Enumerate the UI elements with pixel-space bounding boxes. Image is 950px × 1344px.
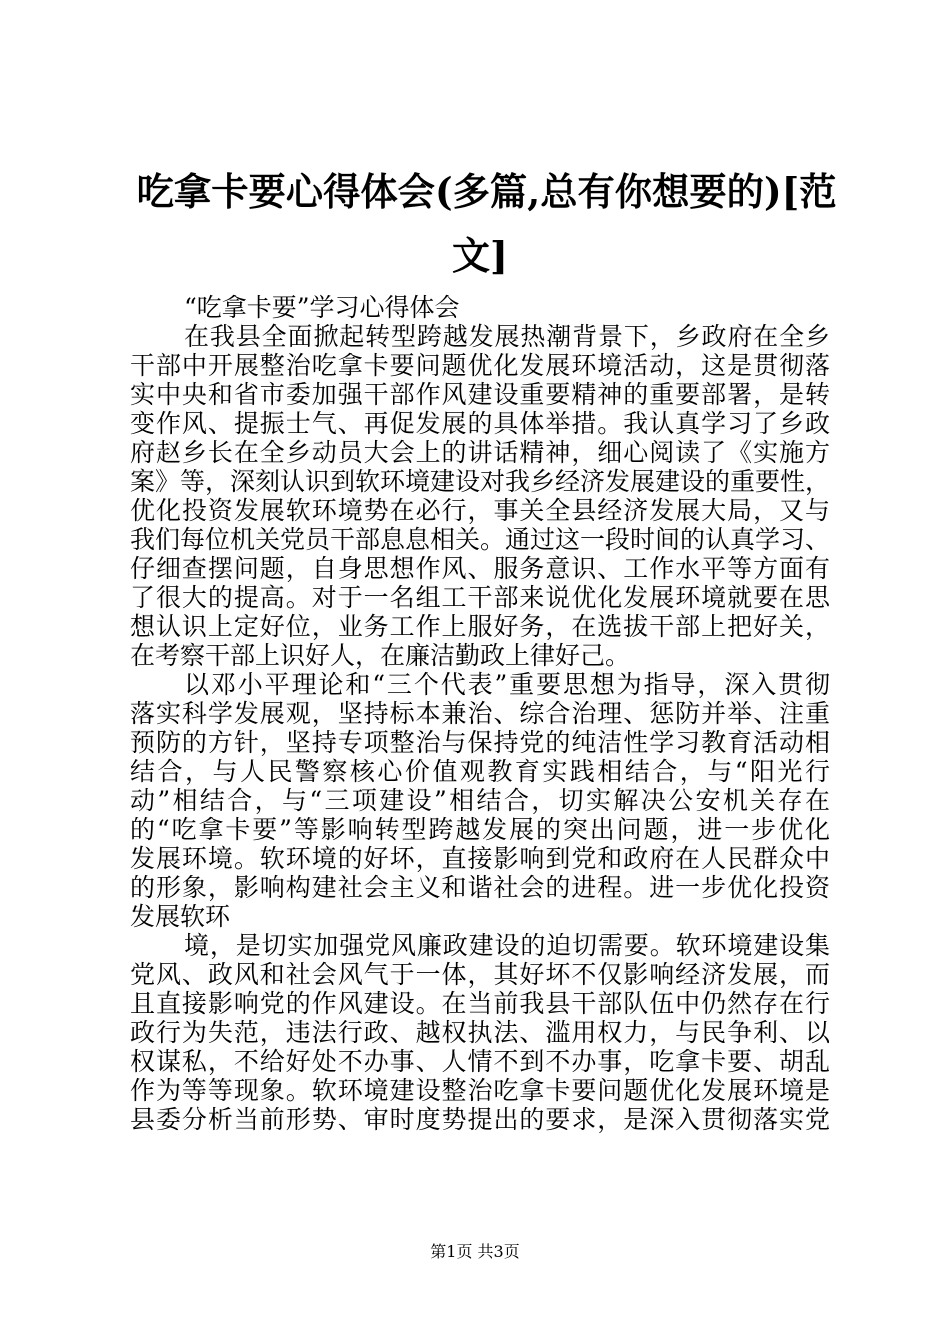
text-line: 动”相结合，与“三项建设”相结合，切实解决公安机关存在 xyxy=(130,786,833,815)
text-line: 的“吃拿卡要”等影响转型跨越发展的突出问题，进一步优化 xyxy=(130,815,832,844)
text-line: “吃拿卡要”学习心得体会 xyxy=(184,293,460,322)
page-title xyxy=(130,160,837,288)
title-line-2: 文] xyxy=(452,233,508,278)
text-line: 作为等等现象。软环境建设整治吃拿卡要问题优化发展环境是 xyxy=(130,1076,831,1105)
text-line: 在我县全面掀起转型跨越发展热潮背景下，乡政府在全乡 xyxy=(184,322,831,351)
text-line: 权谋私，不给好处不办事、人情不到不办事，吃拿卡要、胡乱 xyxy=(130,1047,831,1076)
text-line: 党风、政风和社会风气于一体，其好坏不仅影响经济发展，而 xyxy=(130,960,831,989)
text-line: 政行为失范，违法行政、越权执法、滥用权力，与民争利、以 xyxy=(130,1018,831,1047)
text-line: 发展软环 xyxy=(130,902,231,931)
text-line: 干部中开展整治吃拿卡要问题优化发展环境活动，这是贯彻落 xyxy=(130,351,831,380)
text-line: 优化投资发展软环境势在必行，事关全县经济发展大局，又与 xyxy=(130,496,831,525)
text-line: 且直接影响党的作风建设。在当前我县干部队伍中仍然存在行 xyxy=(130,989,831,1018)
text-line: 结合，与人民警察核心价值观教育实践相结合，与“阳光行 xyxy=(130,757,833,786)
text-line: 案》等，深刻认识到软环境建设对我乡经济发展建设的重要性， xyxy=(130,467,831,496)
text-line: 落实科学发展观，坚持标本兼治、综合治理、惩防并举、注重 xyxy=(130,699,831,728)
text-line: 境，是切实加强党风廉政建设的迫切需要。软环境建设集 xyxy=(184,931,831,960)
text-line: 以邓小平理论和“三个代表”重要思想为指导，深入贯彻 xyxy=(184,670,832,699)
page-number: 第1页 共3页 xyxy=(430,1242,520,1261)
document-body xyxy=(130,293,833,1134)
text-line: 发展环境。软环境的好坏，直接影响到党和政府在人民群众中 xyxy=(130,844,831,873)
text-line: 仔细查摆问题，自身思想作风、服务意识、工作水平等方面有 xyxy=(130,554,831,583)
text-line: 县委分析当前形势、审时度势提出的要求，是深入贯彻落实党 xyxy=(130,1105,831,1134)
text-line: 想认识上定好位，业务工作上服好务，在选拔干部上把好关， xyxy=(130,612,831,641)
title-line-1: 吃拿卡要心得体会(多篇,总有你想要的)[范 xyxy=(136,169,837,214)
text-line: 了很大的提高。对于一名组工干部来说优化发展环境就要在思 xyxy=(130,583,831,612)
text-line: 在考察干部上识好人，在廉洁勤政上律好己。 xyxy=(130,641,631,670)
text-line: 我们每位机关党员干部息息相关。通过这一段时间的认真学习、 xyxy=(130,525,831,554)
text-line: 的形象，影响构建社会主义和谐社会的进程。进一步优化投资 xyxy=(130,873,831,902)
text-line: 变作风、提振士气、再促发展的具体举措。我认真学习了乡政 xyxy=(130,409,831,438)
text-line: 实中央和省市委加强干部作风建设重要精神的重要部署，是转 xyxy=(130,380,831,409)
text-line: 府赵乡长在全乡动员大会上的讲话精神，细心阅读了《实施方 xyxy=(130,438,831,467)
text-line: 预防的方针，坚持专项整治与保持党的纯洁性学习教育活动相 xyxy=(130,728,831,757)
